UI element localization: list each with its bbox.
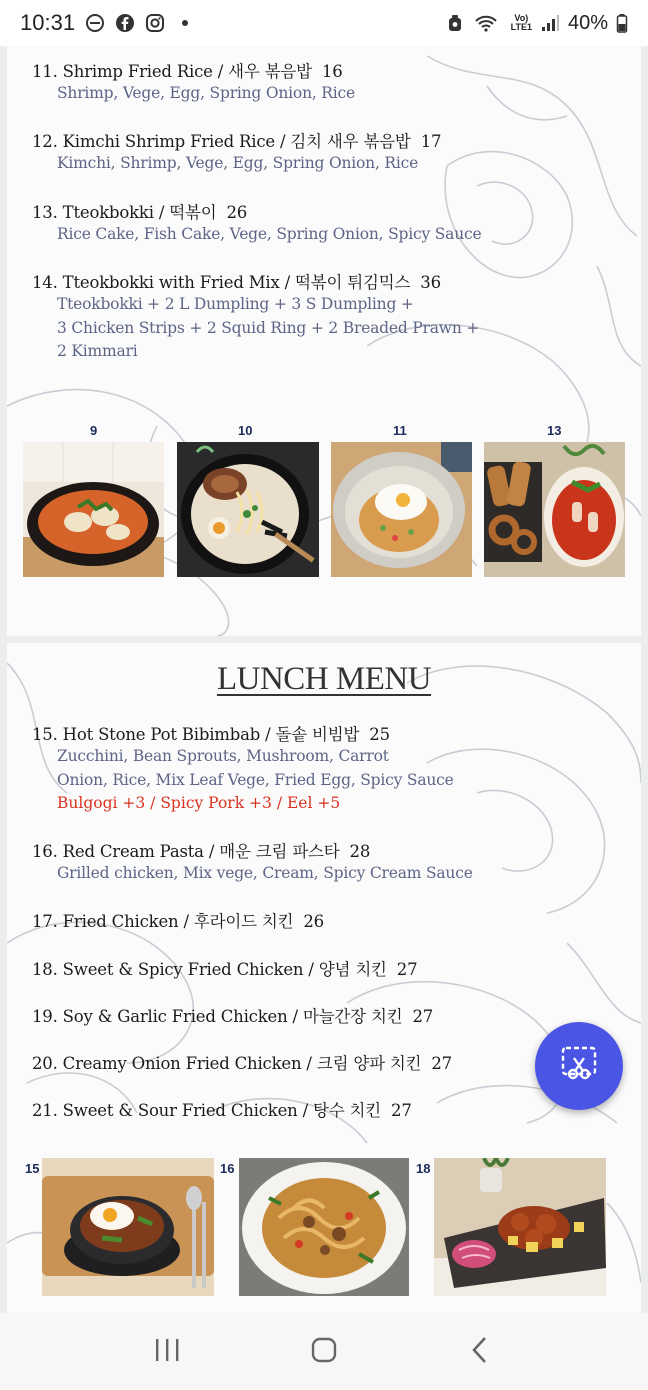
menu-item-13 [32,199,631,247]
photo-sweet-spicy-chicken [434,1158,606,1296]
item-desc: Tteokbokki + 2 L Dumpling + 3 S Dumpling + [57,295,414,313]
instagram-icon [145,13,165,33]
back-button[interactable] [450,1327,510,1377]
battery-icon [616,13,628,33]
item-price: 16 [321,62,343,81]
photo-number: 15 [25,1161,40,1176]
item-price: 27 [412,1007,434,1026]
facebook-icon [115,13,135,33]
item-price: 28 [349,842,371,861]
item-title: 14. Tteokbokki with Fried Mix / 떡볶이 튀김믹스 [32,273,411,292]
photo-number: 13 [547,423,562,438]
menu-page-top [7,46,641,636]
item-price: 17 [420,132,442,151]
item-price: 27 [391,1101,412,1120]
screenshot-crop-button[interactable] [535,1022,623,1110]
photo-number: 16 [220,1161,235,1176]
menu-page-lunch [7,643,641,1313]
item-price: 27 [431,1054,452,1073]
menu-item-15 [32,721,631,816]
item-title: 17. Fried Chicken / 후라이드 치킨 [32,912,294,931]
menu-item-21 [32,1097,631,1121]
item-desc: Grilled chicken, Mix vege, Cream, Spicy Cream Sauce [57,864,473,882]
item-price: 26 [226,203,248,222]
alarm-icon [445,13,465,33]
screenshot-scissors-icon [559,1044,599,1088]
item-desc: Onion, Rice, Mix Leaf Vege, Fried Egg, Spicy Sauce [57,770,454,789]
home-icon [309,1335,339,1369]
menu-item-18 [32,956,631,980]
navigation-bar [0,1313,648,1390]
minus-circle-icon [85,13,105,33]
item-title: 11. Shrimp Fried Rice / 새우 볶음밥 [32,62,312,81]
item-title: 18. Sweet & Spicy Fried Chicken / 양념 치킨 [32,960,387,979]
menu-item-12 [32,128,631,176]
item-title: 12. Kimchi Shrimp Fried Rice / 김치 새우 볶음밥 [32,132,411,151]
status-bar [0,0,648,46]
item-price: 36 [420,273,441,292]
battery-percent: 40% [567,11,608,34]
back-icon [468,1335,492,1369]
item-title: 15. Hot Stone Pot Bibimbab / 돌솥 비빔밥 [32,725,360,744]
item-title: 19. Soy & Garlic Fried Chicken / 마늘간장 치킨 [32,1007,403,1026]
network-label: Vo) LTE1 [510,13,532,32]
photo-number: 9 [90,423,98,438]
photo-tteokbokki-fried-mix [484,442,625,577]
item-desc: 2 Kimmari [57,342,138,360]
wifi-icon [473,13,503,33]
lunch-menu-heading: LUNCH MENU [216,661,432,697]
item-price: 25 [369,725,390,744]
photo-number: 18 [416,1161,431,1176]
photo-pork-ramen [177,442,319,577]
photo-red-cream-pasta [239,1158,409,1296]
item-title: 20. Creamy Onion Fried Chicken / 크림 양파 치킨 [32,1054,422,1073]
item-desc: 3 Chicken Strips + 2 Squid Ring + 2 Breaded Prawn + [57,318,480,337]
recent-apps-icon [153,1337,183,1367]
photo-kimchi-dumpling-stew [23,442,164,577]
menu-item-16 [32,838,631,886]
menu-item-17 [32,908,631,932]
dot-icon [175,13,195,33]
photo-number: 11 [393,423,407,438]
item-price: 26 [303,912,324,931]
item-price: 27 [396,960,418,979]
item-desc: Shrimp, Vege, Egg, Spring Onion, Rice [57,84,355,102]
photo-number: 10 [238,423,253,438]
item-title: 16. Red Cream Pasta / 매운 크림 파스타 [32,842,340,861]
photo-hot-stone-bibimbab [42,1158,214,1296]
item-desc: Kimchi, Shrimp, Vege, Egg, Spring Onion, Rice [57,154,419,172]
item-desc: Zucchini, Bean Sprouts, Mushroom, Carrot [57,747,389,765]
status-time: 10:31 [20,10,76,35]
home-button[interactable] [294,1327,354,1377]
item-desc: Rice Cake, Fish Cake, Vege, Spring Onion, Spicy Sauce [57,225,482,243]
menu-item-19 [32,1003,631,1027]
menu-item-11 [32,58,631,106]
item-title: 21. Sweet & Sour Fried Chicken / 탕수 치킨 [32,1101,382,1120]
item-addons: Bulgogi +3 / Spicy Pork +3 / Eel +5 [57,794,341,812]
photo-shrimp-fried-rice [331,442,472,577]
item-title: 13. Tteokbokki / 떡볶이 [32,203,217,222]
signal-icon [540,13,560,33]
recent-apps-button[interactable] [138,1327,198,1377]
menu-item-14 [32,269,631,364]
